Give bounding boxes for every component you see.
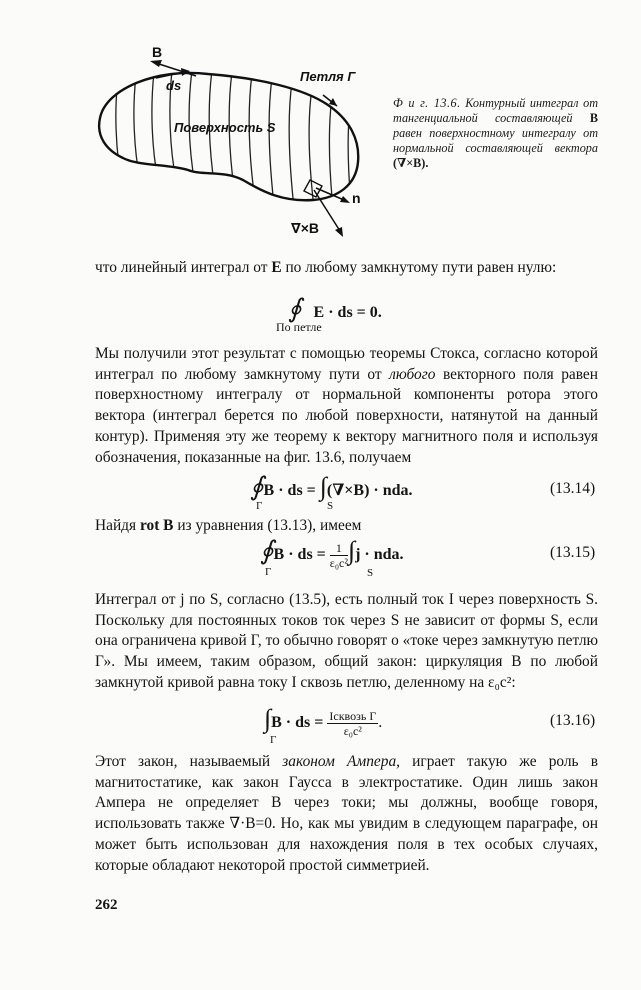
equation-13-14 — [250, 474, 413, 500]
p3-text-a: Найдя — [95, 517, 137, 534]
p1-text: что линейный интеграл от — [95, 259, 268, 276]
curl-b-arrowhead — [335, 227, 343, 237]
caption-part2: равен поверхностному интегралу от нормальной составляющей вектора — [393, 126, 598, 155]
paragraph-2 — [95, 344, 598, 468]
p2-text-a: Мы получили этот результат с помощью теоремы Стокса, согласно которой интеграл по любому замкнутому пути от — [95, 345, 598, 383]
eq-number-13-16: (13.16) — [550, 712, 596, 729]
fig-label-curl-b: ∇×B — [291, 220, 320, 236]
eq2-rhs: j · nda. — [355, 546, 404, 563]
p1-end: по любому замкнутому пути равен нулю: — [285, 259, 557, 276]
eq2-frac-num: 1 — [330, 541, 348, 556]
integral-symbol: ∫ — [319, 472, 327, 501]
surface-hatching — [116, 70, 351, 208]
fig-label-loop: Петля Г — [300, 69, 356, 84]
eq-number-13-15: (13.15) — [550, 544, 596, 561]
oint-symbol: ∮ — [260, 536, 274, 565]
eq3-lhs: B · ds = — [271, 714, 324, 731]
b-vector-arrowhead — [150, 60, 162, 67]
p5-emphasis: законом Ампера, — [282, 753, 400, 770]
eq2-fraction — [330, 541, 348, 570]
equation-13-15 — [260, 538, 404, 570]
eq0-body: E · ds = 0. — [313, 304, 382, 321]
figure-caption — [393, 96, 598, 171]
fig-label-surface: Поверхность S — [174, 120, 276, 135]
caption-lead: Ф и г. 13.6. — [393, 96, 461, 110]
eq3-fraction — [327, 709, 378, 738]
paragraph-5 — [95, 752, 598, 876]
p3-text-b: из уравнения (13.13), имеем — [177, 517, 362, 534]
eq2-frac-den: ε₀c² — [329, 555, 348, 570]
normal-n-arrowhead — [340, 196, 350, 203]
equation-loop-e — [288, 296, 382, 322]
eq1-sub-left: Г — [256, 500, 263, 512]
p1-vector-e: E — [271, 259, 282, 276]
eq3-sub-left: Г — [270, 734, 277, 746]
integral-symbol: ∫ — [264, 704, 272, 733]
p5-text-b: играет такую же роль в магнитостатике, как закон Гаусса в электростатике. Один лишь закон Ампера не определяет B через токи; мы должны, вообще говоря, использовать также ∇·B=0. Но, как мы увидим в следующем параграфе, он может быть использован для нахождения поля в тех особых случаях, которые обладают некоторой простой симметрией. — [95, 753, 598, 874]
fig-label-n: n — [352, 190, 361, 206]
p5-text-a: Этот закон, называемый — [95, 753, 271, 770]
oint-symbol: ∮ — [288, 294, 302, 323]
oint-symbol: ∮ — [250, 472, 264, 501]
paragraph-1 — [95, 258, 598, 279]
loop-arrowhead — [329, 98, 337, 106]
eq3-tail: . — [378, 714, 383, 731]
p2-emphasis: любого — [389, 365, 436, 383]
integral-symbol: ∫ — [347, 536, 356, 565]
equation-13-16 — [264, 706, 382, 738]
paragraph-4: Интеграл от j по S, согласно (13.5), есть полный ток I через поверхность S. Поскольку для постоянных токов ток через S не зависит от формы S, если она ограничена кривой Г, то обычно говорят о «токе через замкнутую петлю Г». Мы имеем, таким образом, общий закон: циркуляция B по любой замкнутой кривой равна току I сквозь петлю, деленному на ε₀c²: — [95, 591, 598, 691]
eq-number-13-14: (13.14) — [550, 480, 596, 497]
caption-part1: Контурный интеграл от тангенциальной составляющей — [393, 96, 598, 125]
eq3-frac-den: ε₀c² — [343, 723, 362, 738]
eq1-rhs: (∇×B) · nda. — [326, 482, 413, 499]
eq2-sub-left: Г — [265, 566, 272, 578]
page-number: 262 — [95, 897, 118, 913]
caption-bold-b: B — [589, 111, 598, 125]
caption-part3: (∇×B). — [393, 156, 429, 170]
eq0-subscript: По петле — [276, 320, 322, 334]
eq1-lhs: B · ds = — [263, 482, 316, 499]
fig-label-b: B — [152, 44, 163, 60]
figure-13-6 — [88, 40, 388, 255]
eq2-sub-right: S — [367, 567, 374, 579]
paragraph-3 — [95, 516, 598, 537]
eq3-frac-num: Iсквозь Г — [329, 708, 377, 723]
p3-rot-b: rot B — [139, 517, 174, 534]
eq1-sub-right: S — [327, 500, 334, 512]
eq2-lhs: B · ds = — [273, 546, 326, 563]
loop-contour — [99, 73, 358, 200]
fig-label-ds: ds — [166, 78, 182, 93]
p2-text-b: векторного поля равен поверхностному интегралу от нормальной компоненты ротора этого вектора (интеграл берется по любой поверхности, натянутой на данный контур). Применяя эту же теорему к вектору магнитного поля и используя обозначения, показанные на фиг. 13.6, получаем — [95, 365, 598, 466]
